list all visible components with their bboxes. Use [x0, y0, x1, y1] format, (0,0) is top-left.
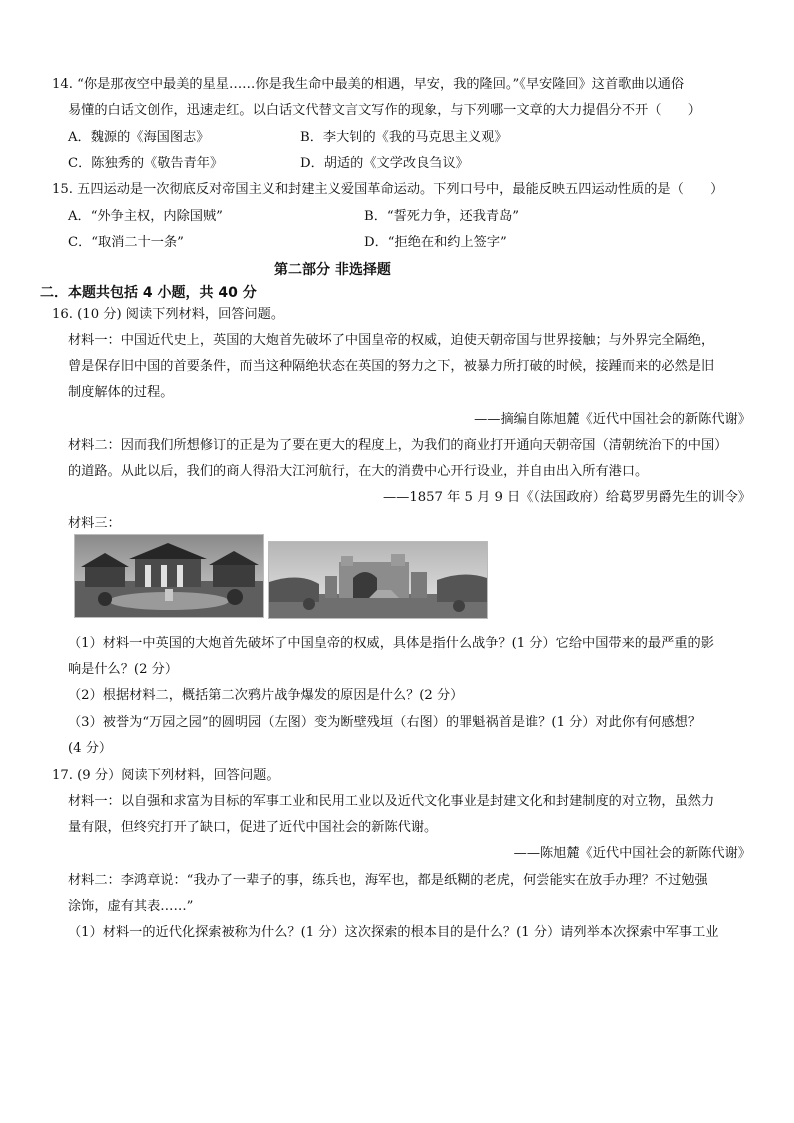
q14-option-d: D．胡适的《文学改良刍议》	[300, 156, 469, 171]
q16-material1-line2: 曾是保存旧中国的首要条件，而当这种隔绝状态在英国的努力之下，被暴力所打破的时候，接踵而来的必然是旧	[68, 359, 715, 374]
q16-material1-line1: 材料一：中国近代史上，英国的大炮首先破坏了中国皇帝的权威，迫使天朝帝国与世界接触；与外界完全隔绝，	[68, 333, 715, 348]
q14-stem-line2: 易懂的白话文创作，迅速走红。以白话文代替文言文写作的现象，与下列哪一文章的大力提倡分不开（ ）	[68, 103, 701, 118]
q15-option-a: A．“外争主权，内除国贼”	[68, 209, 223, 224]
q16-material2-source: ——1857 年 5 月 9 日《（法国政府）给葛罗男爵先生的训令》	[382, 490, 751, 505]
q17-material1-source: ——陈旭麓《近代中国社会的新陈代谢》	[513, 846, 751, 861]
q16-sub1-line1: （1）材料一中英国的大炮首先破坏了中国皇帝的权威，具体是指什么战争？(1 分）它给中国带来的最严重的影	[68, 636, 714, 651]
yuanmingyuan-ruins-image	[268, 541, 488, 619]
q17-material1-line2: 量有限，但终究打开了缺口，促进了近代中国社会的新陈代谢。	[68, 820, 438, 835]
q16-sub3-line1: （3）被誉为“万园之园”的圆明园（左图）变为断壁残垣（右图）的罪魁祸首是谁？(1 分）对此你有何感想？	[68, 715, 702, 730]
q14-stem-line1: 14. “你是那夜空中最美的星星……你是我生命中最美的相遇，早安，我的隆回。”《早安隆回》这首歌曲以通俗	[52, 77, 685, 92]
q15-stem: 15. 五四运动是一次彻底反对帝国主义和封建主义爱国革命运动。下列口号中，最能反映五四运动性质的是（ ）	[52, 182, 724, 197]
q15-option-b: B．“誓死力争，还我青岛”	[364, 209, 520, 224]
q16-material3-label: 材料三：	[68, 516, 121, 531]
q16-material2-line1: 材料二：因而我们所想修订的正是为了要在更大的程度上，为我们的商业打开通向天朝帝国（清朝统治下的中国）	[68, 438, 728, 453]
q14-option-c: C．陈独秀的《敬告青年》	[68, 156, 224, 171]
q14-option-b: B．李大钊的《我的马克思主义观》	[300, 130, 508, 145]
q17-material1-line1: 材料一：以自强和求富为目标的军事工业和民用工业以及近代文化事业是封建文化和封建制度的对立物，虽然力	[68, 794, 715, 809]
q17-intro: 17. (9 分）阅读下列材料，回答问题。	[52, 768, 280, 783]
q17-material2-line2: 涂饰，虚有其表……”	[68, 899, 194, 914]
q17-material2-line1: 材料二：李鸿章说：“我办了一辈子的事，练兵也，海军也，都是纸糊的老虎，何尝能实在放手办理？不过勉强	[68, 873, 708, 888]
yuanmingyuan-ruins-drawing	[269, 542, 487, 618]
section-heading: 二．本题共包括 4 小题，共 40 分	[40, 285, 257, 301]
q17-sub1: （1）材料一的近代化探索被称为什么？(1 分）这次探索的根本目的是什么？(1 分）请列举本次探索中军事工业	[68, 925, 719, 940]
yuanmingyuan-palace-drawing	[75, 535, 263, 617]
part2-title: 第二部分 非选择题	[274, 262, 391, 278]
q16-material2-line2: 的道路。从此以后，我们的商人得沿大江河航行，在大的消费中心开行设业，并自由出入所有港口。	[68, 464, 649, 479]
q15-option-d: D．“拒绝在和约上签字”	[364, 235, 507, 250]
q16-sub2: （2）根据材料二，概括第二次鸦片战争爆发的原因是什么？(2 分）	[68, 688, 464, 703]
q14-option-a: A．魏源的《海国图志》	[68, 130, 210, 145]
yuanmingyuan-palace-image	[74, 534, 264, 618]
q16-sub1-line2: 响是什么？(2 分）	[68, 662, 179, 677]
q15-option-c: C．“取消二十一条”	[68, 235, 184, 250]
q16-intro: 16. (10 分) 阅读下列材料，回答问题。	[52, 307, 285, 322]
q16-material1-source: ——摘编自陈旭麓《近代中国社会的新陈代谢》	[474, 412, 751, 427]
q16-sub3-line2: (4 分）	[68, 741, 113, 756]
q16-material1-line3: 制度解体的过程。	[68, 385, 174, 400]
